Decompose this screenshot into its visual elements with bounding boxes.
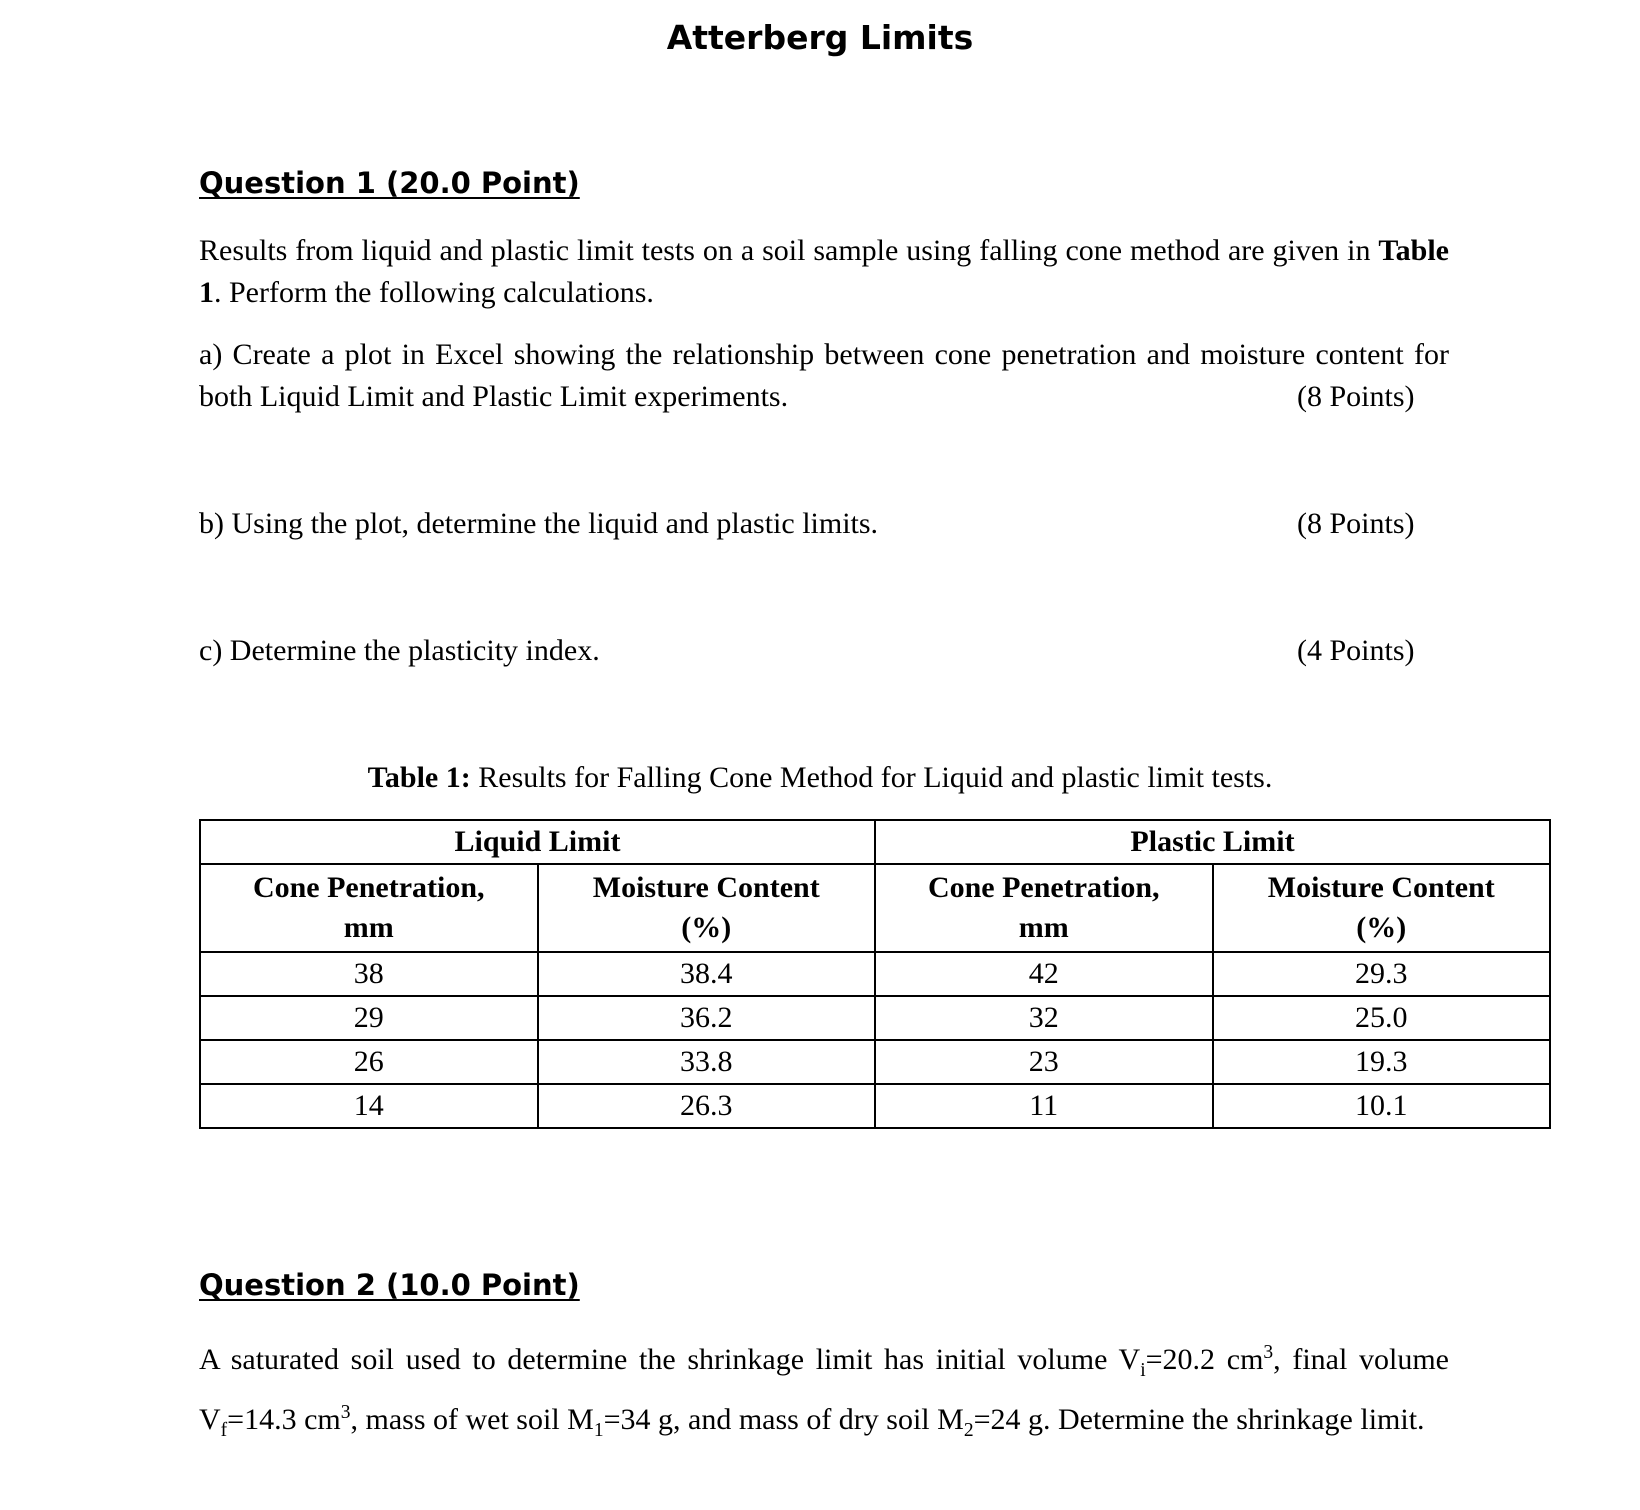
plastic-limit-header: Plastic Limit xyxy=(875,820,1550,864)
table-caption-label: Table 1: xyxy=(367,761,471,794)
table-cell: 32 xyxy=(875,996,1213,1040)
question-1-part-a: a) Create a plot in Excel showing the relationship between cone penetration and moisture content for both Liquid Limit and Plastic Limit experiments. xyxy=(199,338,1449,413)
part-a-points: (8 Points) xyxy=(1297,380,1415,413)
part-b-points: (8 Points) xyxy=(1297,507,1415,540)
page-title: Atterberg Limits xyxy=(666,18,974,57)
table-cell: 36.2 xyxy=(538,996,876,1040)
table-cell: 42 xyxy=(875,952,1213,996)
column-header: Moisture Content (%) xyxy=(538,864,876,952)
table-cell: 14 xyxy=(200,1084,538,1128)
table-cell: 29 xyxy=(200,996,538,1040)
table-group-header-row xyxy=(200,820,1550,864)
table-row xyxy=(200,1084,1550,1128)
table-row xyxy=(200,996,1550,1040)
table-column-header-row xyxy=(200,864,1550,952)
table-cell: 25.0 xyxy=(1213,996,1551,1040)
table-cell: 26 xyxy=(200,1040,538,1084)
table-cell: 23 xyxy=(875,1040,1213,1084)
table-caption-text: Results for Falling Cone Method for Liquid and plastic limit tests. xyxy=(470,761,1273,794)
question-1-part-c: c) Determine the plasticity index. xyxy=(199,634,600,667)
table-row xyxy=(200,1040,1550,1084)
table-cell: 26.3 xyxy=(538,1084,876,1128)
column-header: Cone Penetration, mm xyxy=(875,864,1213,952)
table-row xyxy=(200,952,1550,996)
table-cell: 38 xyxy=(200,952,538,996)
question-2-text: A saturated soil used to determine the shrinkage limit has initial volume $V_i=20.2$ $cm^3$, final volume $V_f=14.3$ $cm^3$, mass of wet soil $M_1=34$ g, and mass of dry soil $M_2=24$ g. Determine the shrinkage limit. xyxy=(199,1342,1449,1441)
column-header: Cone Penetration, mm xyxy=(200,864,538,952)
part-c-points: (4 Points) xyxy=(1297,634,1415,667)
table-cell: 10.1 xyxy=(1213,1084,1551,1128)
table-cell: 19.3 xyxy=(1213,1040,1551,1084)
table-cell: 33.8 xyxy=(538,1040,876,1084)
intro-text: Results from liquid and plastic limit tests on a soil sample using falling cone method are given in xyxy=(199,234,1379,267)
intro-table-ref: Table 1 xyxy=(199,234,1449,309)
table-cell: 11 xyxy=(875,1084,1213,1128)
table-cell: 29.3 xyxy=(1213,952,1551,996)
table-caption xyxy=(0,757,1640,799)
table-cell: 38.4 xyxy=(538,952,876,996)
intro-text-end: . Perform the following calculations. xyxy=(214,276,654,309)
question-1-heading: Question 1 (20.0 Point) xyxy=(199,166,580,200)
results-table xyxy=(199,819,1551,1129)
liquid-limit-header: Liquid Limit xyxy=(200,820,875,864)
column-header: Moisture Content (%) xyxy=(1213,864,1551,952)
question-1-intro xyxy=(199,230,1449,314)
question-2-heading: Question 2 (10.0 Point) xyxy=(199,1268,580,1302)
question-1-part-b: b) Using the plot, determine the liquid and plastic limits. xyxy=(199,507,879,540)
